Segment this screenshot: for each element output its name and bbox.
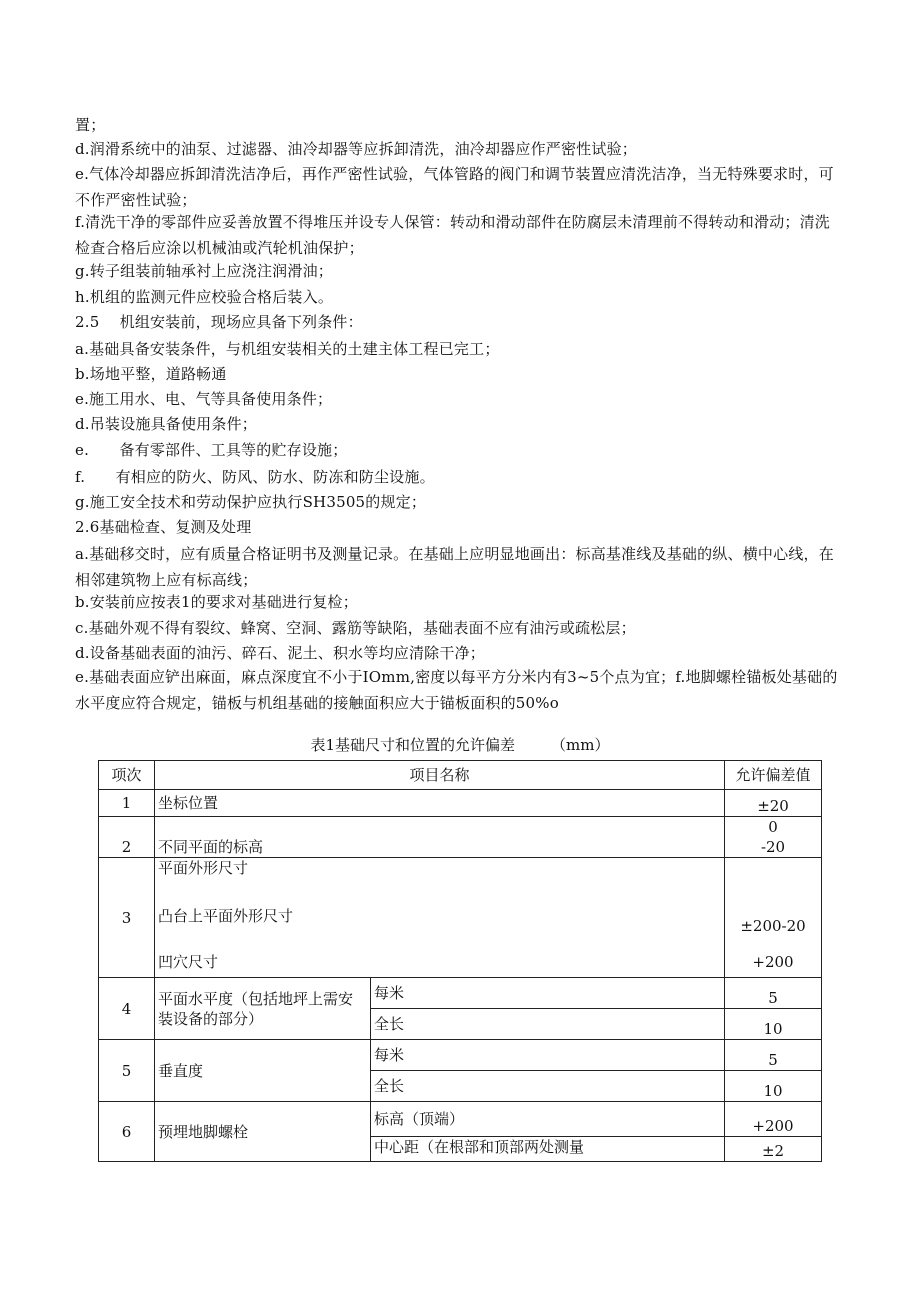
table-unit: （mm） — [551, 736, 610, 754]
sub-label: 中心距（在根部和顶部两处测量 — [371, 1137, 725, 1162]
row-value — [725, 817, 822, 858]
row-name-line: 凹穴尺寸 — [158, 953, 219, 971]
sub-label: 全长 — [371, 1071, 725, 1102]
value-upper: 0 — [768, 818, 778, 836]
section-heading-2-6: 2.6基础检查、复测及处理 — [75, 518, 252, 536]
sub-label: 每米 — [371, 1040, 725, 1071]
paragraph-item-d2: d.吊装设施具备使用条件； — [75, 415, 257, 433]
header-name: 项目名称 — [155, 761, 725, 790]
table-row — [99, 858, 822, 978]
row-value-group — [725, 858, 822, 978]
paragraph-item-e2: e.施工用水、电、气等具备使用条件； — [75, 390, 333, 408]
paragraph-item-f: f.清洗干净的零部件应妥善放置不得堆压并设专人保管：转动和滑动部件在防腐层未清理前不得转动和滑动；清洗检查合格后应涂以机械油或汽轮机油保护； — [75, 213, 830, 257]
tolerance-table — [98, 760, 822, 1162]
sub-label: 全长 — [371, 1009, 725, 1040]
table-row — [99, 1040, 822, 1071]
header-value: 允许偏差值 — [725, 761, 822, 790]
paragraph-item-a: a.基础具备安装条件，与机组安装相关的土建主体工程已完工； — [75, 340, 500, 358]
row-no: 2 — [99, 817, 155, 858]
paragraph-item-a2: a.基础移交时，应有质量合格证明书及测量记录。在基础上应明显地画出：标高基准线及基础的纵、横中心线，在相邻建筑物上应有标高线； — [75, 545, 834, 589]
table-title: 表1基础尺寸和位置的允许偏差 — [310, 736, 516, 754]
table-row — [99, 790, 822, 817]
paragraph-item-b: b.场地平整，道路畅通 — [75, 365, 227, 383]
table-header-row — [99, 761, 822, 790]
paragraph-item-g2: g.施工安全技术和劳动保护应执行SH3505的规定； — [75, 493, 427, 511]
paragraph-item-g: g.转子组装前轴承衬上应浇注润滑油； — [75, 262, 333, 280]
table-caption — [0, 733, 920, 757]
sub-value: +200 — [725, 1102, 822, 1137]
row-name-line: 凸台上平面外形尺寸 — [158, 907, 294, 925]
sub-value: ±2 — [725, 1137, 822, 1162]
paragraph-item-e: e.气体冷却器应拆卸清洗洁净后，再作严密性试验，气体管路的阀门和调节装置应清洗洁净，当无特殊要求时，可不作严密性试验； — [75, 165, 834, 209]
sub-value: 10 — [725, 1009, 822, 1040]
paragraph-item-d3: d.设备基础表面的油污、碎石、泥土、积水等均应清除干净； — [75, 644, 485, 662]
value-lower: -20 — [760, 838, 786, 856]
paragraph-item-d: d.润滑系统中的油泵、过滤器、油冷却器等应拆卸清洗，油冷却器应作严密性试验； — [75, 140, 637, 158]
sub-value: 10 — [725, 1071, 822, 1102]
table-row — [99, 978, 822, 1009]
paragraph-item-b2: b.安装前应按表1的要求对基础进行复检； — [75, 593, 358, 611]
row-no: 6 — [99, 1102, 155, 1162]
value-line: ±200-20 — [740, 917, 806, 935]
sub-label: 标高（顶端） — [371, 1102, 725, 1137]
row-no: 5 — [99, 1040, 155, 1102]
row-no: 4 — [99, 978, 155, 1040]
table-row — [99, 1102, 822, 1137]
paragraph-item-f2: f. 有相应的防火、防风、防水、防冻和防尘设施。 — [75, 468, 435, 486]
value-line: +200 — [752, 953, 794, 971]
row-name: 坐标位置 — [155, 790, 725, 817]
row-name: 垂直度 — [155, 1040, 371, 1102]
paragraph-item-h: h.机组的监测元件应校验合格后装入。 — [75, 288, 334, 306]
sub-value: 5 — [725, 978, 822, 1009]
paragraph-item-e3: e. 备有零部件、工具等的贮存设施； — [75, 441, 348, 459]
row-name-group — [155, 858, 725, 978]
row-name: 不同平面的标高 — [155, 817, 725, 858]
paragraph-item-e4: e.基础表面应铲出麻面，麻点深度宜不小于IOmm,密度以每平方分米内有3~5个点为宜；f.地脚螺栓锚板处基础的水平度应符合规定，锚板与机组基础的接触面积应大于锚板面积的50%o — [75, 668, 838, 712]
sub-label: 每米 — [371, 978, 725, 1009]
row-no: 3 — [99, 858, 155, 978]
row-no: 1 — [99, 790, 155, 817]
section-heading-2-5: 2.5 机组安装前，现场应具备下列条件： — [75, 313, 363, 331]
header-no: 项次 — [99, 761, 155, 790]
sub-value: 5 — [725, 1040, 822, 1071]
row-value: ±20 — [725, 790, 822, 817]
row-name-line: 平面外形尺寸 — [158, 859, 249, 877]
row-name: 平面水平度（包括地坪上需安装设备的部分） — [155, 978, 371, 1040]
table-row — [99, 817, 822, 858]
row-name: 预埋地脚螺栓 — [155, 1102, 371, 1162]
paragraph-item-c2: c.基础外观不得有裂纹、蜂窝、空洞、露筋等缺陷，基础表面不应有油污或疏松层； — [75, 619, 636, 637]
paragraph-continuation: 置； — [75, 116, 106, 134]
